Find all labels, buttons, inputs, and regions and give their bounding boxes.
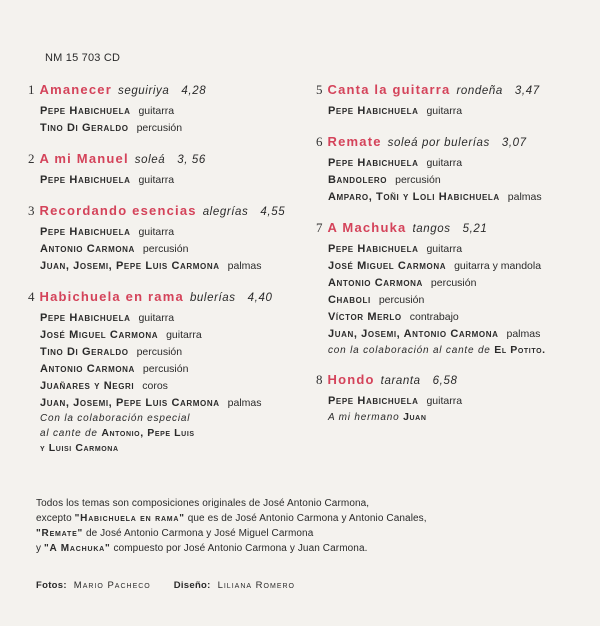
track-number: 4 xyxy=(28,289,35,304)
track-3 xyxy=(28,203,308,275)
track-duration: 3,47 xyxy=(514,85,540,97)
performer-role: percusión xyxy=(395,174,441,186)
performer-name: Antonio Carmona xyxy=(40,363,135,375)
performer-role: guitarra y mandola xyxy=(454,260,542,272)
performer-row xyxy=(28,344,308,361)
performer-name: Juan, Josemi, Antonio Carmona xyxy=(328,328,499,340)
performer-role: palmas xyxy=(507,191,542,203)
track-style: alegrías xyxy=(202,206,249,218)
performer-name: Pepe Habichuela xyxy=(40,226,131,238)
performer-name: Pepe Habichuela xyxy=(328,243,419,255)
track-style: soleá xyxy=(134,154,166,166)
credits-text: excepto xyxy=(36,513,72,524)
performer-row xyxy=(28,395,308,412)
performer-row xyxy=(28,241,308,258)
track-style: tangos xyxy=(412,223,451,235)
performer-row xyxy=(316,241,600,258)
track-number: 2 xyxy=(28,151,35,166)
note-names: El Potito. xyxy=(494,344,546,356)
credits-line-1: Todos los temas son composiciones originales de José Antonio Carmona, xyxy=(36,498,370,509)
performer-name: Juan, Josemi, Pepe Luis Carmona xyxy=(40,397,220,409)
track-4 xyxy=(28,289,308,456)
performer-row xyxy=(316,189,600,206)
performer-row xyxy=(28,327,308,344)
composer-credits xyxy=(36,496,427,556)
track-title: Hondo xyxy=(327,372,375,387)
track-duration: 5,21 xyxy=(462,223,488,235)
track-title: Recordando esencias xyxy=(39,203,197,218)
collaboration-note xyxy=(316,343,600,358)
performer-name: Tino Di Geraldo xyxy=(40,122,129,134)
performer-row xyxy=(316,275,600,292)
performer-role: guitarra xyxy=(138,105,175,117)
performer-role: guitarra xyxy=(426,243,463,255)
credits-song-title: "Habichuela en rama" xyxy=(74,513,185,524)
performer-row xyxy=(316,103,600,120)
design-label: Diseño: xyxy=(173,580,211,591)
track-title: A mi Manuel xyxy=(39,151,129,166)
photo-design-credits xyxy=(36,580,315,591)
note-text: al cante de xyxy=(40,428,98,439)
track-duration: 4,40 xyxy=(247,292,273,304)
performer-role: percusión xyxy=(136,346,183,358)
note-text: con la colaboración al cante de xyxy=(328,345,491,356)
performer-name: Víctor Merlo xyxy=(328,311,402,323)
track-6 xyxy=(316,134,600,206)
track-title: Remate xyxy=(327,134,382,149)
performer-row xyxy=(28,310,308,327)
performer-row xyxy=(28,361,308,378)
performer-name: Pepe Habichuela xyxy=(40,312,131,324)
track-number: 6 xyxy=(316,134,323,149)
performer-role: guitarra xyxy=(138,174,175,186)
credits-text: compuesto por José Antonio Carmona y Juan Carmona. xyxy=(113,543,368,554)
track-title-line xyxy=(28,203,308,220)
track-title-line xyxy=(28,289,308,306)
credits-text: de José Antonio Carmona y José Miguel Carmona xyxy=(85,528,314,539)
dedication-name: Juan xyxy=(403,411,427,423)
track-1 xyxy=(28,82,308,137)
track-style: bulerías xyxy=(189,292,236,304)
performer-row xyxy=(28,258,308,275)
track-duration: 6,58 xyxy=(432,375,458,387)
performer-role: palmas xyxy=(227,397,262,409)
credits-line-3 xyxy=(36,526,427,541)
performer-role: guitarra xyxy=(138,312,175,324)
performer-name: Pepe Habichuela xyxy=(328,105,419,117)
performer-name: Juan, Josemi, Pepe Luis Carmona xyxy=(40,260,220,272)
performer-name: José Miguel Carmona xyxy=(40,329,159,341)
track-title-line xyxy=(316,82,600,99)
track-duration: 3,07 xyxy=(501,137,527,149)
track-title: Amanecer xyxy=(39,82,112,97)
performer-row xyxy=(316,258,600,275)
track-8 xyxy=(316,372,600,425)
performer-row xyxy=(316,326,600,343)
performer-role: percusión xyxy=(142,363,189,375)
performer-row xyxy=(316,172,600,189)
performer-row xyxy=(316,292,600,309)
track-style: seguiriya xyxy=(117,85,170,97)
performer-row xyxy=(28,378,308,395)
track-number: 8 xyxy=(316,372,323,387)
performer-row xyxy=(28,103,308,120)
credits-line-2 xyxy=(36,511,427,526)
track-title: A Machuka xyxy=(327,220,407,235)
track-style: soleá por bulerías xyxy=(387,137,490,149)
tracklist-left xyxy=(28,82,308,470)
performer-role: palmas xyxy=(227,260,262,272)
track-7 xyxy=(316,220,600,358)
designer-name: Liliana Romero xyxy=(217,580,295,591)
performer-role: percusión xyxy=(378,294,425,306)
performer-name: Chaboli xyxy=(328,294,371,306)
performer-role: guitarra xyxy=(426,105,463,117)
track-number: 7 xyxy=(316,220,323,235)
photos-label: Fotos: xyxy=(36,580,67,591)
tracklist-right xyxy=(316,82,600,439)
track-5 xyxy=(316,82,600,120)
track-number: 5 xyxy=(316,82,323,97)
performer-name: José Miguel Carmona xyxy=(328,260,447,272)
track-title-line xyxy=(316,220,600,237)
credits-line-4 xyxy=(36,541,427,556)
performer-row xyxy=(316,155,600,172)
special-collaboration-note: Con la colaboración especial xyxy=(40,413,191,424)
performer-name: Pepe Habichuela xyxy=(40,174,131,186)
performer-name: Pepe Habichuela xyxy=(328,157,419,169)
performer-name: Tino Di Geraldo xyxy=(40,346,129,358)
performer-role: contrabajo xyxy=(409,311,459,323)
track-number: 3 xyxy=(28,203,35,218)
performer-row xyxy=(28,172,308,189)
track-style: rondeña xyxy=(456,85,503,97)
performer-role: guitarra xyxy=(138,226,175,238)
performer-name: Pepe Habichuela xyxy=(40,105,131,117)
track-duration: 4,55 xyxy=(260,206,286,218)
performer-name: Amparo, Toñi y Loli Habichuela xyxy=(328,191,500,203)
performer-role: guitarra xyxy=(426,157,463,169)
note-names: y Luisi Carmona xyxy=(40,442,119,454)
performer-row xyxy=(28,224,308,241)
performer-role: palmas xyxy=(506,328,541,340)
track-title: Habichuela en rama xyxy=(39,289,184,304)
performer-name: Pepe Habichuela xyxy=(328,395,419,407)
performer-role: guitarra xyxy=(166,329,202,341)
track-2 xyxy=(28,151,308,189)
performer-role: percusión xyxy=(136,122,183,134)
performer-name: Antonio Carmona xyxy=(40,243,135,255)
track-title-line xyxy=(28,82,308,99)
performer-name: Antonio Carmona xyxy=(328,277,423,289)
performer-role: percusión xyxy=(430,277,477,289)
special-collaboration-note xyxy=(28,441,308,456)
credits-text: que es de José Antonio Carmona y Antonio Canales, xyxy=(187,513,427,524)
performer-name: Bandolero xyxy=(328,174,388,186)
performer-row xyxy=(316,393,600,410)
track-title-line xyxy=(316,134,600,151)
track-number: 1 xyxy=(28,82,35,97)
track-duration: 4,28 xyxy=(181,85,207,97)
performer-row xyxy=(28,120,308,137)
dedication xyxy=(316,410,600,425)
credits-song-title: "A Machuka" xyxy=(44,543,111,554)
track-style: taranta xyxy=(380,375,421,387)
track-title-line xyxy=(316,372,600,389)
performer-role: percusión xyxy=(142,243,189,255)
special-collaboration-note xyxy=(28,426,308,441)
performer-role: coros xyxy=(142,380,168,392)
track-duration: 3, 56 xyxy=(177,154,206,166)
credits-text: y xyxy=(36,543,42,554)
performer-row xyxy=(316,309,600,326)
credits-song-title: "Remate" xyxy=(36,528,84,539)
performer-role: guitarra xyxy=(426,395,463,407)
catalog-number: NM 15 703 CD xyxy=(45,52,121,64)
track-title-line xyxy=(28,151,308,168)
note-names: Antonio, Pepe Luis xyxy=(101,427,195,439)
track-title: Canta la guitarra xyxy=(327,82,451,97)
performer-name: Juañares y Negri xyxy=(40,380,135,392)
photographer-name: Mario Pacheco xyxy=(73,580,151,591)
dedication-text: A mi hermano xyxy=(328,412,400,423)
